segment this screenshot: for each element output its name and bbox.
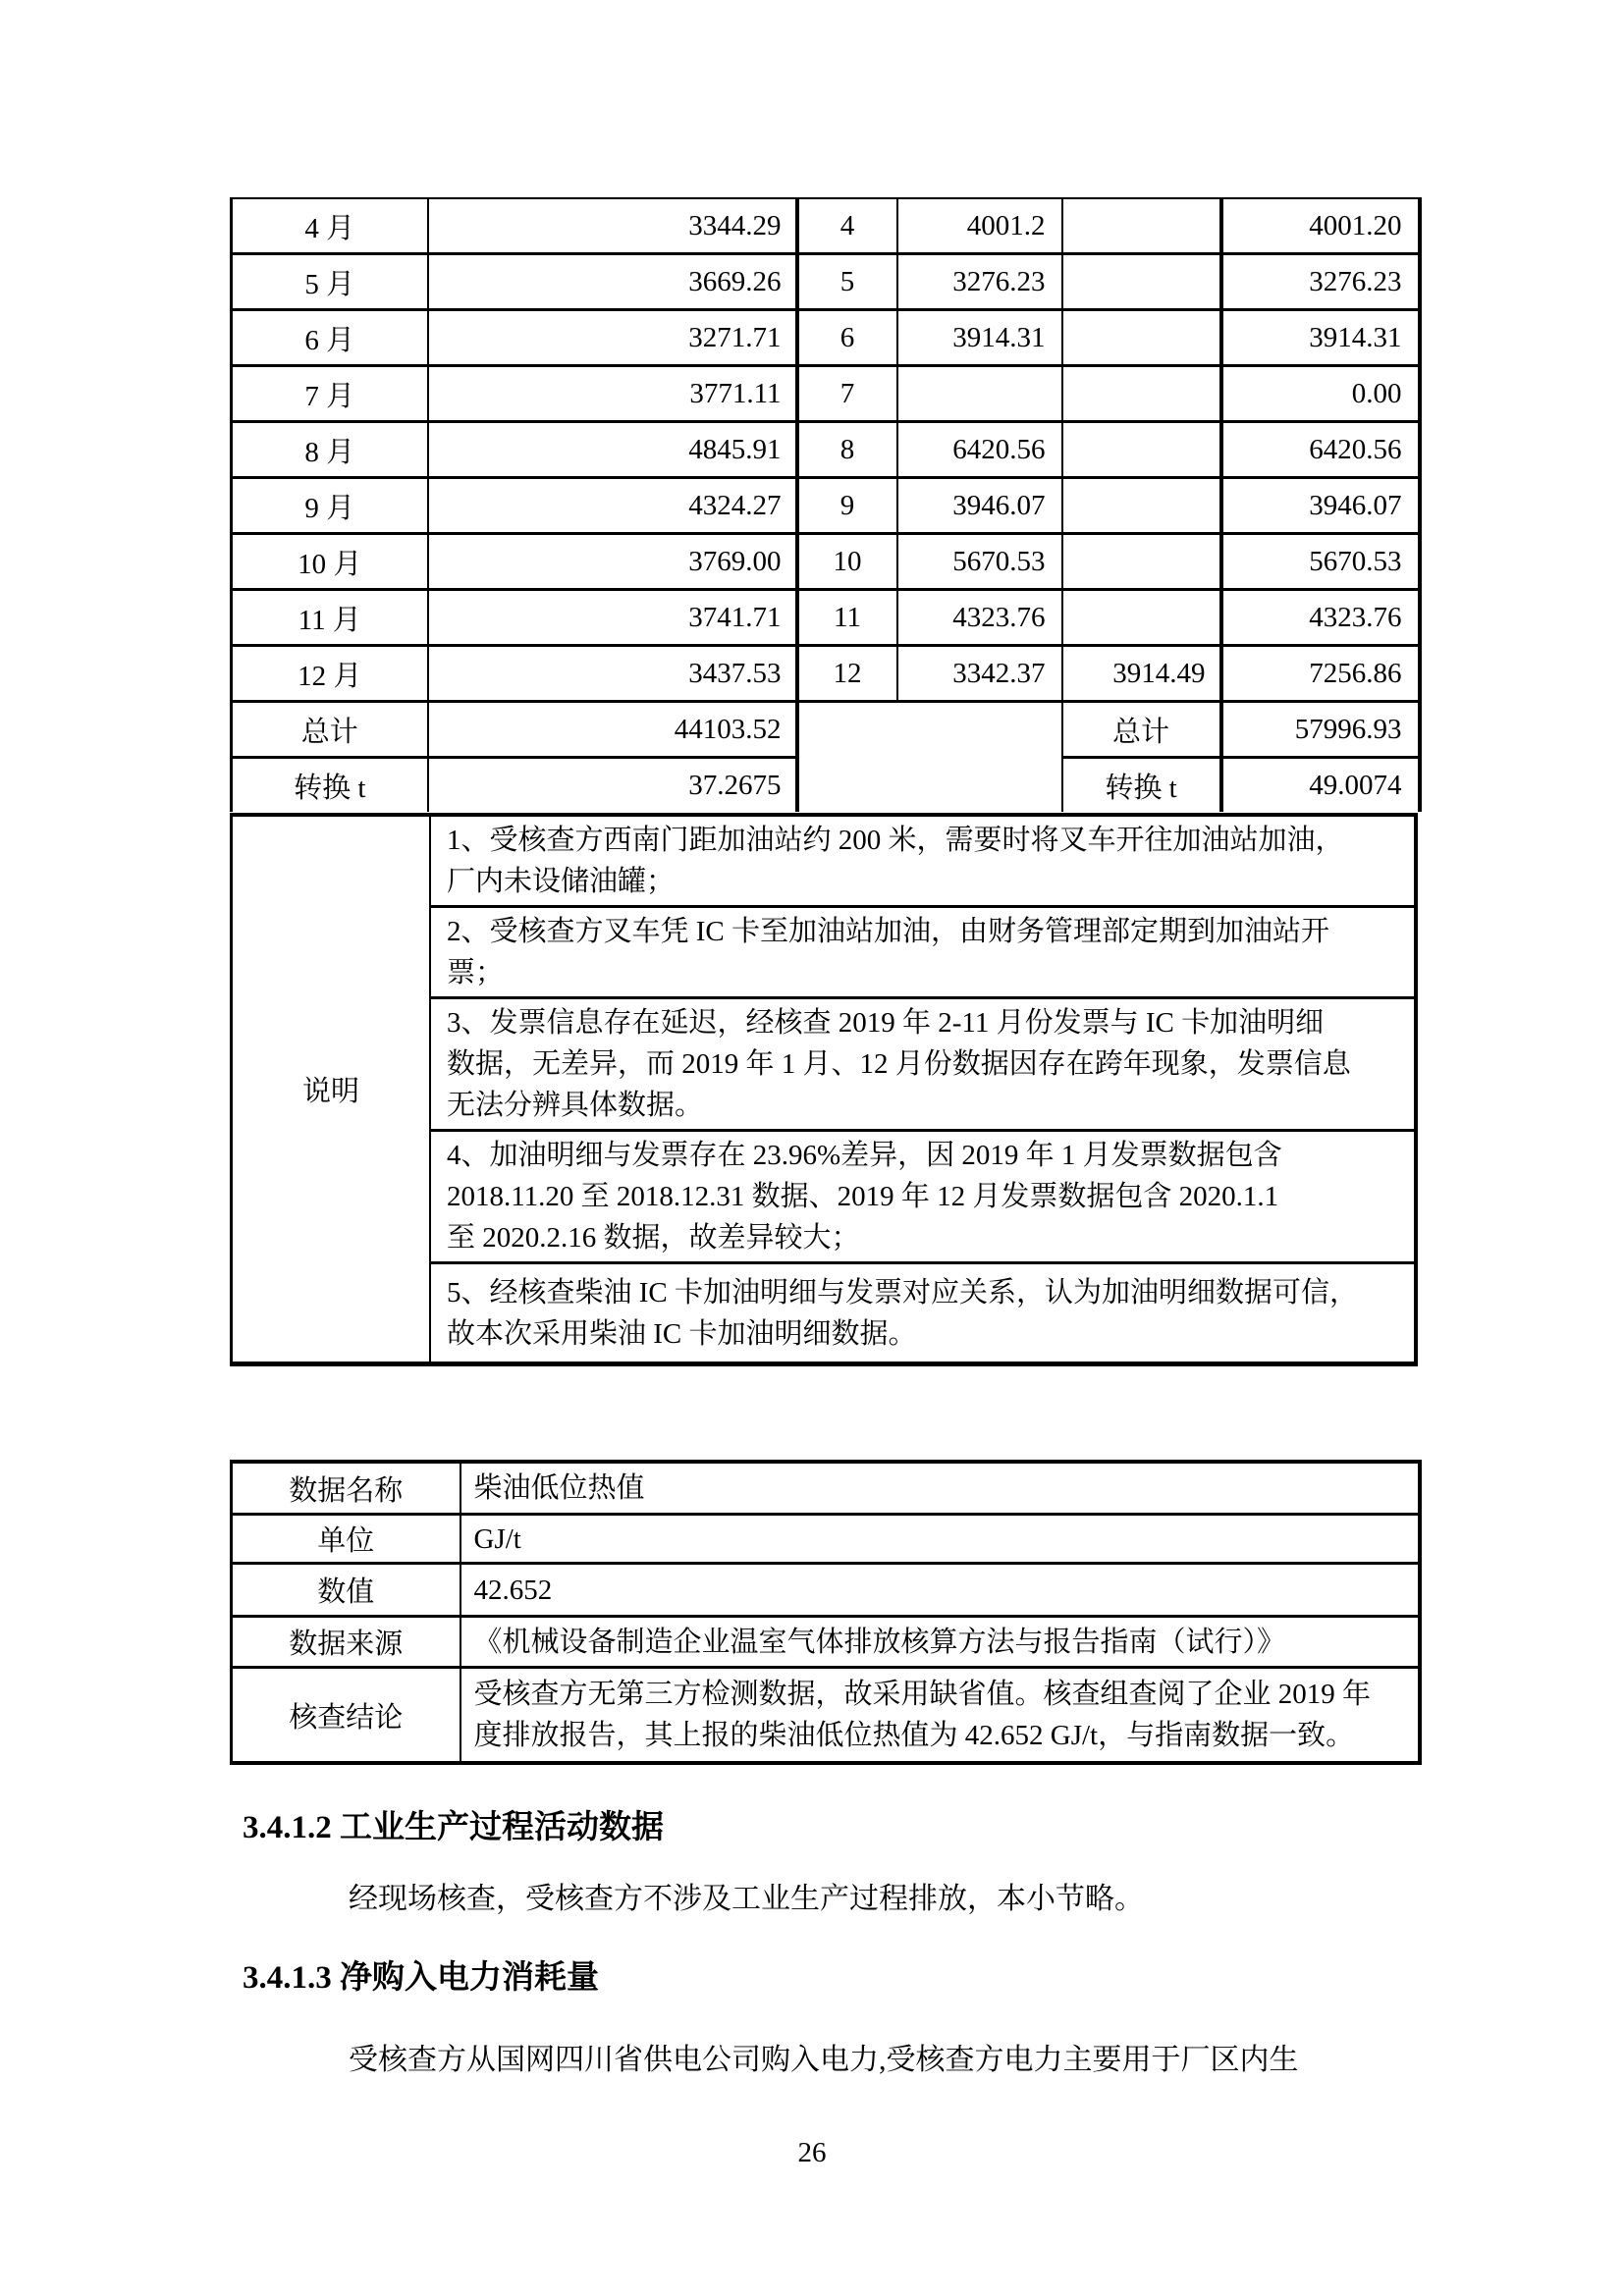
diesel-table-totals [232, 702, 1420, 813]
note-row [431, 1132, 1414, 1264]
table-row [232, 198, 1420, 254]
param-label: 数据名称 [232, 1462, 460, 1515]
cell: 3276.23 [1221, 254, 1420, 310]
cell: 3914.31 [897, 310, 1062, 366]
param-value-line: 度排放报告，其上报的柴油低位热值为 42.652 GJ/t，与指南数据一致。 [473, 1720, 1355, 1751]
note-line: 2018.11.20 至 2018.12.31 数据、2019 年 12 月发票数据包含 2020.1.1 [447, 1181, 1279, 1212]
note-line: 至 2020.2.16 数据，故差异较大； [447, 1222, 860, 1254]
diesel-table-month-rows [232, 198, 1420, 702]
cell: 11 [797, 590, 897, 646]
note-line: 故本次采用柴油 IC 卡加油明细数据。 [447, 1317, 917, 1350]
total-row [232, 702, 1420, 758]
note-line: 数据，无差异，而 2019 年 1 月、12 月份数据因存在跨年现象，发票信息 [447, 1048, 1351, 1080]
param-label: 核查结论 [232, 1668, 460, 1764]
table-row [232, 1462, 1420, 1515]
section-heading-industrial-process: 3.4.1.2 工业生产过程活动数据 [243, 1810, 664, 1845]
param-table-body [232, 1462, 1420, 1763]
cell: 4 [797, 198, 897, 254]
table-row [232, 1564, 1420, 1617]
cell: 3276.23 [897, 254, 1062, 310]
param-label: 数据来源 [232, 1617, 460, 1668]
param-value [460, 1668, 1420, 1764]
table-row [232, 1617, 1420, 1668]
conversion-label-2: 转换 t [1062, 758, 1221, 813]
note-line: 无法分辨具体数据。 [447, 1090, 704, 1121]
total-label-2: 总计 [1062, 702, 1221, 758]
notes-content [431, 817, 1414, 1362]
section-paragraph-purchased-electricity: 受核查方从国网四川省供电公司购入电力,受核查方电力主要用于厂区内生 [349, 2044, 1299, 2076]
notes-label: 说明 [233, 817, 431, 1362]
note-line: 厂内未设储油罐； [447, 866, 676, 897]
table-row [232, 1515, 1420, 1564]
notes-section [230, 813, 1418, 1366]
cell: 6420.56 [897, 422, 1062, 478]
cell [1062, 366, 1221, 422]
cell: 8 [797, 422, 897, 478]
merged-empty-cell [797, 702, 1062, 813]
cell: 3669.26 [428, 254, 797, 310]
cell: 3771.11 [428, 366, 797, 422]
cell: 6 [797, 310, 897, 366]
note-line: 票； [447, 957, 505, 988]
table-row [232, 310, 1420, 366]
param-value [460, 1564, 1420, 1617]
table-row [232, 1668, 1420, 1764]
cell: 8 月 [232, 422, 428, 478]
table-row [232, 534, 1420, 590]
param-value-line: GJ/t [473, 1522, 521, 1555]
cell: 3914.49 [1062, 646, 1221, 702]
cell: 10 月 [232, 534, 428, 590]
table-row [232, 254, 1420, 310]
cell [897, 366, 1062, 422]
cell [1062, 198, 1221, 254]
total-label: 总计 [232, 702, 428, 758]
diesel-heating-value-table [230, 1460, 1422, 1765]
note-row [431, 817, 1414, 908]
cell: 4323.76 [897, 590, 1062, 646]
cell: 3946.07 [1221, 478, 1420, 534]
note-line: 2、受核查方叉车凭 IC 卡至加油站加油，由财务管理部定期到加油站开 [447, 916, 1330, 947]
cell: 5 月 [232, 254, 428, 310]
cell: 9 月 [232, 478, 428, 534]
cell: 10 [797, 534, 897, 590]
cell: 3769.00 [428, 534, 797, 590]
total-ic-value: 44103.52 [428, 702, 797, 758]
cell: 3437.53 [428, 646, 797, 702]
cell: 3741.71 [428, 590, 797, 646]
cell: 5670.53 [1221, 534, 1420, 590]
cell: 3344.29 [428, 198, 797, 254]
total-invoice-value: 57996.93 [1221, 702, 1420, 758]
cell: 4001.2 [897, 198, 1062, 254]
cell [1062, 310, 1221, 366]
note-line: 4、加油明细与发票存在 23.96%差异，因 2019 年 1 月发票数据包含 [447, 1140, 1282, 1171]
param-value-line: 柴油低位热值 [473, 1472, 645, 1504]
cell: 3914.31 [1221, 310, 1420, 366]
param-value [460, 1515, 1420, 1564]
cell: 4845.91 [428, 422, 797, 478]
param-value [460, 1462, 1420, 1515]
cell [1062, 478, 1221, 534]
conversion-invoice-value: 49.0074 [1221, 758, 1420, 813]
note-row [431, 1264, 1414, 1362]
note-row [431, 999, 1414, 1132]
param-value [460, 1617, 1420, 1668]
param-value-line: 《机械设备制造企业温室气体排放核算方法与报告指南（试行）》 [473, 1626, 1286, 1658]
param-label: 数值 [232, 1564, 460, 1617]
cell: 4 月 [232, 198, 428, 254]
note-line: 3、发票信息存在延迟，经核查 2019 年 2-11 月份发票与 IC 卡加油明细 [447, 1007, 1325, 1039]
cell: 12 [797, 646, 897, 702]
table-row [232, 366, 1420, 422]
cell: 4324.27 [428, 478, 797, 534]
table-row [232, 422, 1420, 478]
diesel-consumption-table [230, 197, 1422, 812]
cell: 7 [797, 366, 897, 422]
note-row [431, 908, 1414, 999]
param-value-line: 42.652 [473, 1574, 553, 1606]
conversion-label: 转换 t [232, 758, 428, 813]
cell: 5670.53 [897, 534, 1062, 590]
cell: 9 [797, 478, 897, 534]
param-value-line: 受核查方无第三方检测数据，故采用缺省值。核查组查阅了企业 2019 年 [473, 1679, 1372, 1710]
table-row [232, 590, 1420, 646]
conversion-ic-value: 37.2675 [428, 758, 797, 813]
cell [1062, 422, 1221, 478]
note-line: 5、经核查柴油 IC 卡加油明细与发票对应关系，认为加油明细数据可信， [447, 1276, 1359, 1308]
section-heading-purchased-electricity: 3.4.1.3 净购入电力消耗量 [243, 1960, 599, 1996]
cell: 3271.71 [428, 310, 797, 366]
table-row [232, 478, 1420, 534]
page-number: 26 [797, 2137, 827, 2168]
cell: 7 月 [232, 366, 428, 422]
cell: 11 月 [232, 590, 428, 646]
cell: 0.00 [1221, 366, 1420, 422]
cell: 6 月 [232, 310, 428, 366]
table-row [232, 646, 1420, 702]
cell: 3946.07 [897, 478, 1062, 534]
cell: 7256.86 [1221, 646, 1420, 702]
cell: 4001.20 [1221, 198, 1420, 254]
cell: 4323.76 [1221, 590, 1420, 646]
section-paragraph-industrial-process: 经现场核查，受核查方不涉及工业生产过程排放，本小节略。 [349, 1883, 1144, 1915]
param-label: 单位 [232, 1515, 460, 1564]
cell: 6420.56 [1221, 422, 1420, 478]
cell [1062, 534, 1221, 590]
note-line: 1、受核查方西南门距加油站约 200 米，需要时将叉车开往加油站加油， [447, 825, 1344, 856]
cell [1062, 254, 1221, 310]
cell: 3342.37 [897, 646, 1062, 702]
cell [1062, 590, 1221, 646]
cell: 5 [797, 254, 897, 310]
cell: 12 月 [232, 646, 428, 702]
